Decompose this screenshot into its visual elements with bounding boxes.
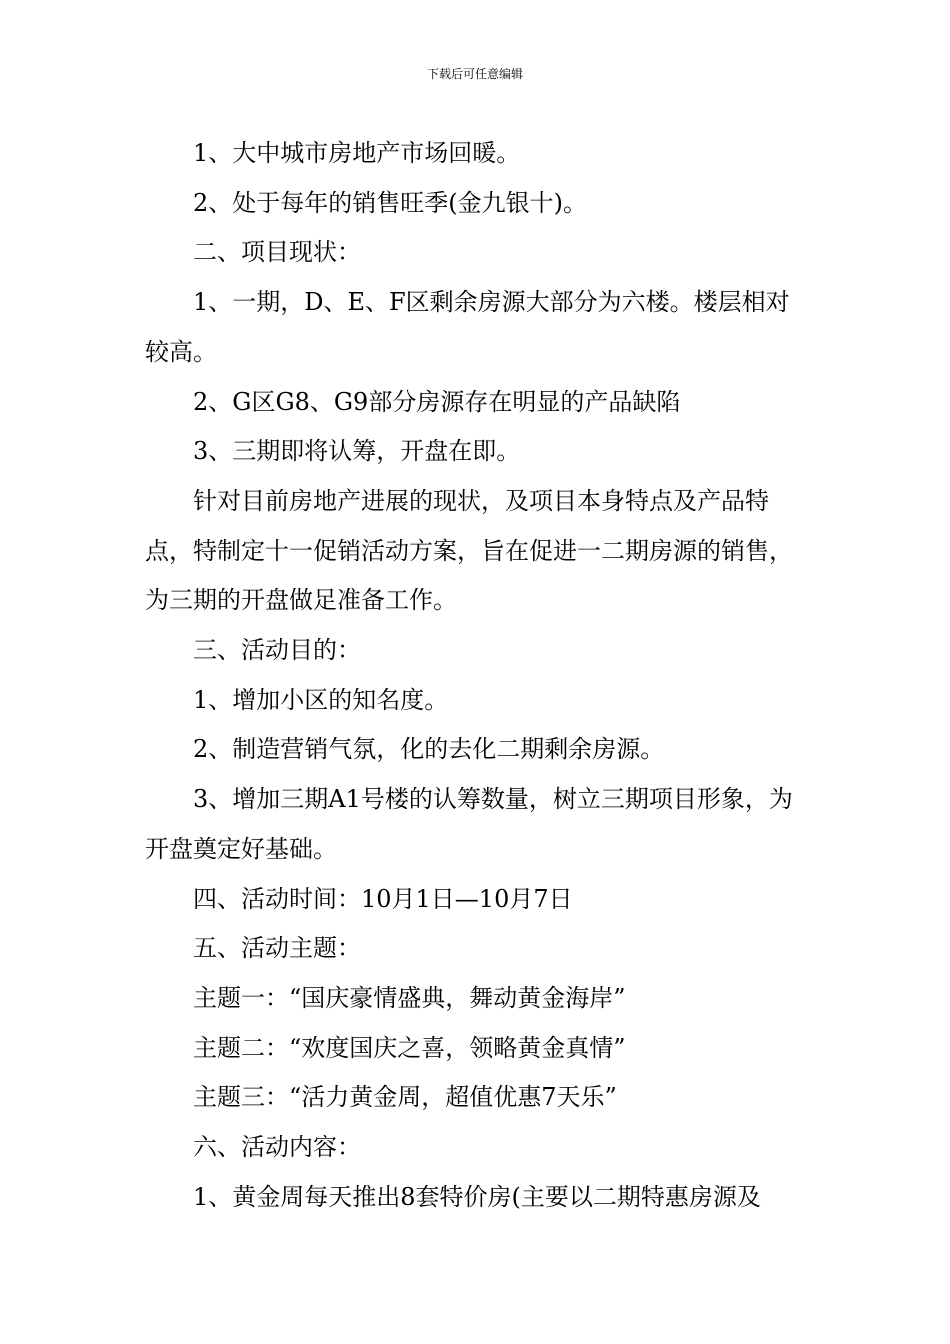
section-heading: 四、活动时间：10月1日—10月7日 (193, 884, 573, 913)
paragraph: 2、处于每年的销售旺季(金九银十)。 (193, 188, 587, 217)
section-heading: 六、活动内容： (193, 1133, 361, 1162)
paragraph: 1、大中城市房地产市场回暖。 (193, 139, 521, 167)
paragraph: 主题一：“国庆豪情盛典，舞动黄金海岸” (193, 983, 626, 1012)
page-header: 下载后可任意编辑 (426, 67, 523, 81)
paragraph: 2、制造营销气氛，化的去化二期剩余房源。 (193, 735, 665, 764)
paragraph: 1、一期，D、E、F区剩余房源大部分为六楼。楼层相对较高。 (145, 288, 790, 366)
paragraph: 主题三：“活力黄金周，超值优惠7天乐” (193, 1083, 617, 1112)
document-body (145, 129, 810, 1222)
section-heading: 五、活动主题： (193, 934, 361, 963)
paragraph: 针对目前房地产进展的现状，及项目本身特点及产品特点，特制定十一促销活动方案，旨在促进一二期房源的销售，为三期的开盘做足准备工作。 (145, 486, 793, 615)
section-heading: 二、项目现状： (193, 238, 361, 267)
paragraph: 3、增加三期A1号楼的认筹数量，树立三期项目形象，为开盘奠定好基础。 (145, 785, 793, 863)
section-heading: 三、活动目的： (193, 636, 361, 665)
paragraph: 2、G区G8、G9部分房源存在明显的产品缺陷 (193, 387, 681, 416)
paragraph: 1、黄金周每天推出8套特价房(主要以二期特惠房源及 (193, 1182, 761, 1211)
paragraph: 主题二：“欢度国庆之喜，领略黄金真情” (193, 1033, 626, 1062)
paragraph: 3、三期即将认筹，开盘在即。 (193, 437, 521, 466)
paragraph: 1、增加小区的知名度。 (193, 685, 449, 714)
